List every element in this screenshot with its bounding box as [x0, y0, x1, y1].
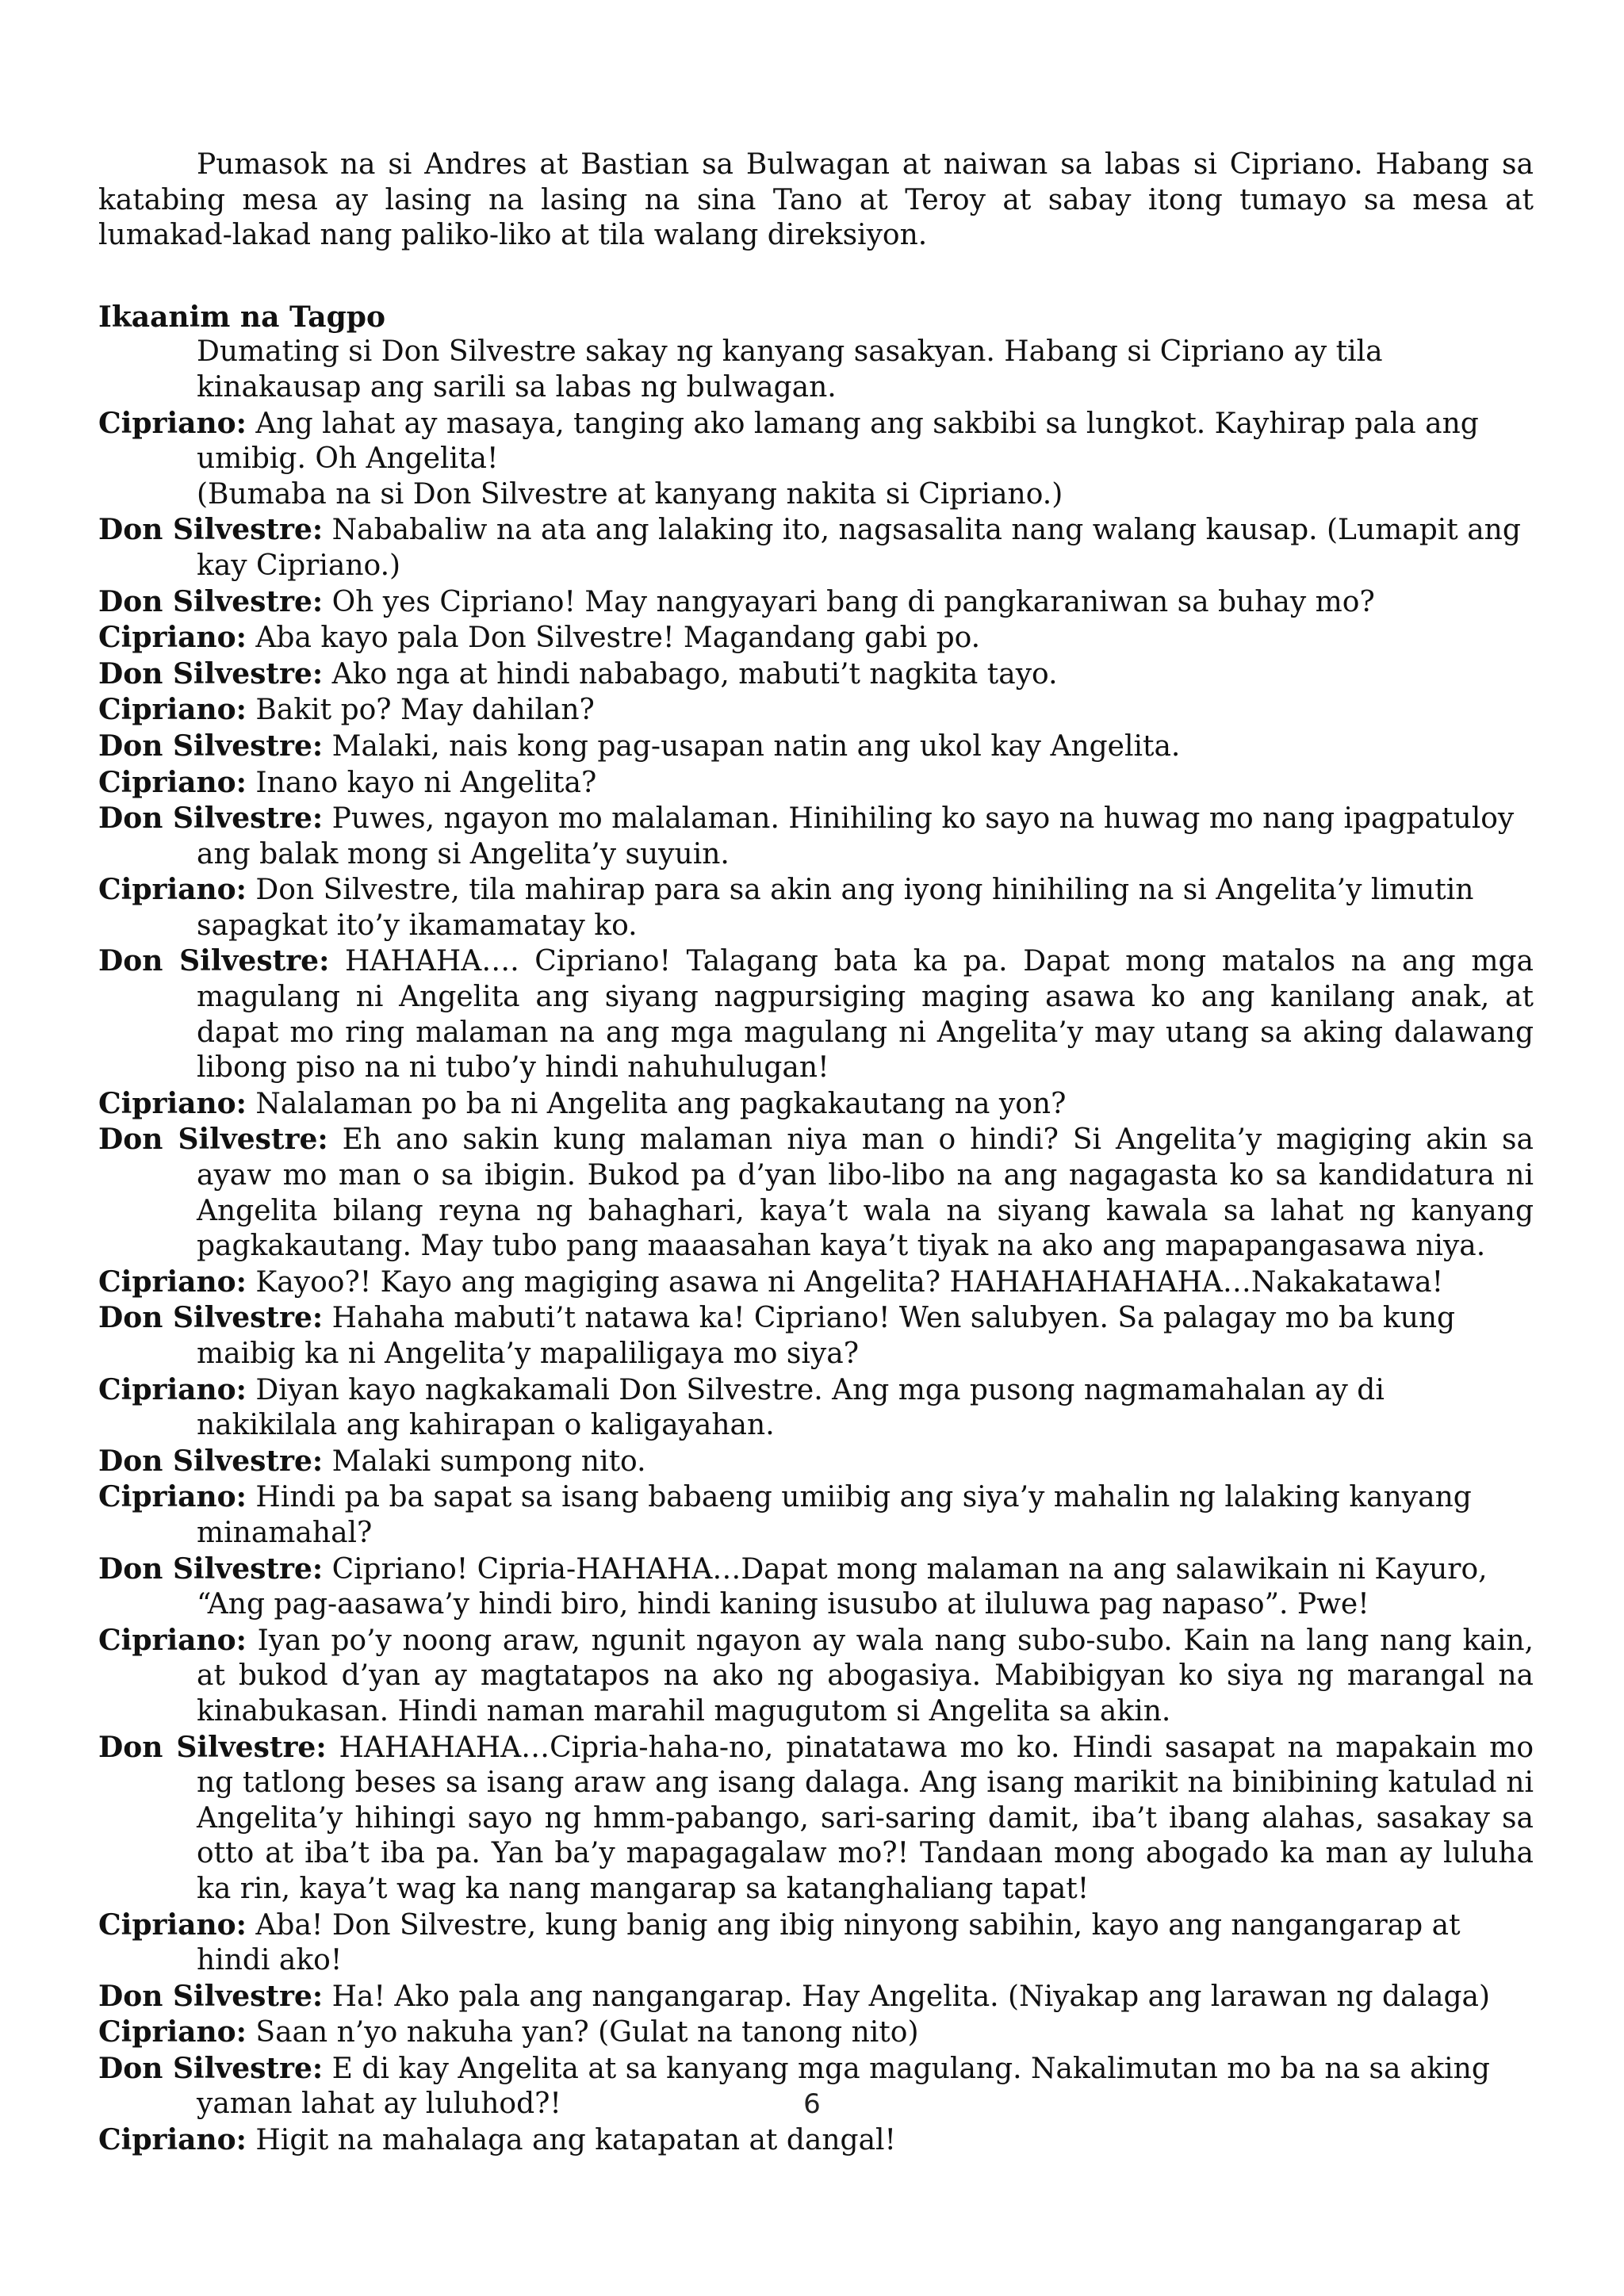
dialogue-line	[98, 765, 1534, 802]
speaker-name: Don Silvestre:	[98, 1730, 327, 1764]
speech-text: Kayoo?! Kayo ang magiging asawa ni Angelita? HAHAHAHAHAHA…Nakakatawa!	[255, 1265, 1444, 1299]
speaker-name: Don Silvestre:	[98, 1979, 324, 2013]
speech-text: Nalalaman po ba ni Angelita ang pagkakautang na yon?	[255, 1087, 1067, 1120]
speaker-name: Don Silvestre:	[98, 2051, 324, 2085]
dialogue-line	[98, 872, 1534, 943]
speaker-name: Don Silvestre:	[98, 1552, 324, 1586]
speech-text: Ako nga at hindi nababago, mabuti’t nagkita tayo.	[331, 657, 1058, 691]
dialogue-line	[98, 1908, 1534, 1979]
speech-text: Inano kayo ni Angelita?	[255, 766, 597, 799]
speaker-name: Don Silvestre:	[98, 1123, 328, 1157]
speech-text: Oh yes Cipriano! May nangyayari bang di pangkaraniwan sa buhay mo?	[331, 585, 1375, 618]
speech-text: Higit na mahalaga ang katapatan at dangal!	[255, 2124, 897, 2157]
speaker-name: Don Silvestre:	[98, 944, 330, 978]
section-gap	[98, 254, 1534, 300]
intro-paragraph: Pumasok na si Andres at Bastian sa Bulwagan at naiwan sa labas si Cipriano. Habang sa katabing mesa ay lasing na lasing na sina Tano at Teroy at sabay itong tumayo sa mesa at lumakad-lakad nang paliko-liko at tila walang direksiyon.	[98, 148, 1534, 252]
speech-text: Puwes, ngayon mo malalaman. Hinihiling ko sayo na huwag mo nang ipagpatuloy ang balak mong si Angelita’y suyuin.	[197, 802, 1515, 871]
speaker-name: Cipriano:	[98, 2015, 247, 2049]
speaker-name: Cipriano:	[98, 1623, 247, 1657]
dialogue-line	[98, 1730, 1534, 1908]
speaker-name: Cipriano:	[98, 2123, 247, 2157]
speaker-name: Cipriano:	[98, 693, 247, 727]
dialogue-line	[98, 729, 1534, 765]
dialogue-line	[98, 1552, 1534, 1623]
dialogue-line	[98, 1979, 1534, 2015]
dialogue-line	[98, 2015, 1534, 2051]
speech-text: Aba kayo pala Don Silvestre! Magandang gabi po.	[255, 622, 981, 655]
stage-direction: (Bumaba na si Don Silvestre at kanyang nakita si Cipriano.)	[197, 477, 1063, 511]
speech-text: Ha! Ako pala ang nangangarap. Hay Angelita. (Niyakap ang larawan ng dalaga)	[331, 1980, 1491, 2013]
scene-title: Ikaanim na Tagpo	[98, 300, 385, 334]
speaker-name: Don Silvestre:	[98, 584, 324, 618]
dialogue-line	[98, 1444, 1534, 1480]
speech-text: Don Silvestre, tila mahirap para sa akin ang iyong hinihiling na si Angelita’y limutin sapagkat ito’y ikamamatay ko.	[197, 874, 1474, 942]
speech-text: Nababaliw na ata ang lalaking ito, nagsasalita nang walang kausap. (Lumapit ang kay Cipriano.)	[197, 514, 1521, 582]
dialogue-line	[98, 512, 1534, 584]
dialogue-line	[98, 2122, 1534, 2159]
speech-text: Malaki, nais kong pag-usapan natin ang ukol kay Angelita.	[331, 729, 1181, 763]
speaker-name: Cipriano:	[98, 621, 247, 655]
speaker-name: Don Silvestre:	[98, 729, 324, 763]
speech-text: HAHAHA…. Cipriano! Talagang bata ka pa. Dapat mong matalos na ang mga magulang ni Angelita ang siyang nagpursiging maging asawa ko ang kanilang anak, at dapat mo ring malaman na ang mga magulang ni Angelita’y may utang sa aking dalawang libong piso na ni tubo’y hindi nahuhulugan!	[197, 945, 1534, 1085]
speech-text: Eh ano sakin kung malaman niya man o hindi? Si Angelita’y magiging akin sa ayaw mo man o sa ibigin. Bukod pa d’yan libo-libo na ang nagagasta ko sa kandidatura ni Angelita bilang reyna ng bahaghari, kaya’t wala na siyang kawala sa lahat ng kanyang pagkakautang. May tubo pang maaasahan kaya’t tiyak na ako ang mapapangasawa niya.	[197, 1123, 1534, 1263]
dialogue-line	[98, 1300, 1534, 1372]
speech-text: Bakit po? May dahilan?	[255, 694, 595, 727]
speech-text: Hahaha mabuti’t natawa ka! Cipriano! Wen salubyen. Sa palagay mo ba kung maibig ka ni Angelita’y mapaliligaya mo siya?	[197, 1302, 1456, 1370]
speaker-name: Cipriano:	[98, 1086, 247, 1120]
speaker-name: Cipriano:	[98, 1480, 247, 1514]
dialogue-line	[98, 1265, 1534, 1301]
speaker-name: Cipriano:	[98, 765, 247, 799]
speaker-name: Cipriano:	[98, 406, 247, 440]
dialogue-line	[98, 1122, 1534, 1264]
dialogue-line	[98, 620, 1534, 656]
speaker-name: Don Silvestre:	[98, 802, 324, 836]
speech-text: Diyan kayo nagkakamali Don Silvestre. Ang mga pusong nagmamahalan ay di nakikilala ang kahirapan o kaligayahan.	[197, 1373, 1385, 1442]
dialogue-line	[98, 943, 1534, 1085]
speaker-name: Don Silvestre:	[98, 656, 324, 691]
speech-text: Ang lahat ay masaya, tanging ako lamang ang sakbibi sa lungkot. Kayhirap pala ang umibig. Oh Angelita!	[197, 407, 1479, 476]
speaker-name: Cipriano:	[98, 1908, 247, 1942]
dialogue-line	[98, 1086, 1534, 1123]
dialogue-line	[98, 1623, 1534, 1730]
dialogue-list	[98, 406, 1534, 2159]
speech-text: Aba! Don Silvestre, kung banig ang ibig ninyong sabihin, kayo ang nangangarap at hindi ako!	[197, 1908, 1461, 1977]
dialogue-line	[98, 656, 1534, 693]
speaker-name: Don Silvestre:	[98, 513, 324, 547]
speaker-name: Cipriano:	[98, 1265, 247, 1299]
speech-text: HAHAHAHA…Cipria-haha-no, pinatatawa mo ko. Hindi sasapat na mapakain mo ng tatlong beses sa isang araw ang isang dalaga. Ang isang marikit na binibining katulad ni Angelita’y hihingi sayo ng hmm-pabango, sari-saring damit, iba’t ibang alahas, sasakay sa otto at iba’t iba pa. Yan ba’y mapagagalaw mo?! Tandaan mong abogado ka man ay luluha ka rin, kaya’t wag ka nang mangarap sa katanghaliang tapat!	[197, 1731, 1534, 1905]
speech-text: Hindi pa ba sapat sa isang babaeng umiibig ang siya’y mahalin ng lalaking kanyang minamahal?	[197, 1481, 1472, 1549]
dialogue-line	[98, 1372, 1534, 1444]
document-body	[98, 147, 1534, 2159]
scene-stage-direction: Dumating si Don Silvestre sakay ng kanyang sasakyan. Habang si Cipriano ay tila kinakausap ang sarili sa labas ng bulwagan.	[197, 335, 1383, 404]
speaker-name: Cipriano:	[98, 1372, 247, 1406]
dialogue-line	[98, 801, 1534, 872]
speech-text: Cipriano! Cipria-HAHAHA…Dapat mong malaman na ang salawikain ni Kayuro, “Ang pag-aasawa’y hindi biro, hindi kaning isusubo at iluluwa pag napaso”. Pwe!	[197, 1552, 1488, 1621]
dialogue-line	[98, 692, 1534, 729]
page-number: 6	[803, 2088, 821, 2120]
speaker-name: Cipriano:	[98, 873, 247, 907]
speaker-name: Don Silvestre:	[98, 1444, 324, 1478]
dialogue-line	[98, 406, 1534, 477]
speech-text: Iyan po’y noong araw, ngunit ngayon ay wala nang subo-subo. Kain na lang nang kain, at bukod d’yan ay magtatapos na ako ng abogasiya. Mabibigyan ko siya ng marangal na kinabukasan. Hindi naman marahil magugutom si Angelita sa akin.	[197, 1624, 1534, 1728]
speech-text: E di kay Angelita at sa kanyang mga magulang. Nakalimutan mo ba na sa aking yaman lahat ay luluhod?!	[197, 2052, 1490, 2121]
speech-text: Saan n’yo nakuha yan? (Gulat na tanong nito)	[255, 2016, 919, 2049]
dialogue-line	[98, 1479, 1534, 1551]
speech-text: Malaki sumpong nito.	[331, 1445, 646, 1478]
dialogue-line	[98, 584, 1534, 621]
speaker-name: Don Silvestre:	[98, 1301, 324, 1335]
